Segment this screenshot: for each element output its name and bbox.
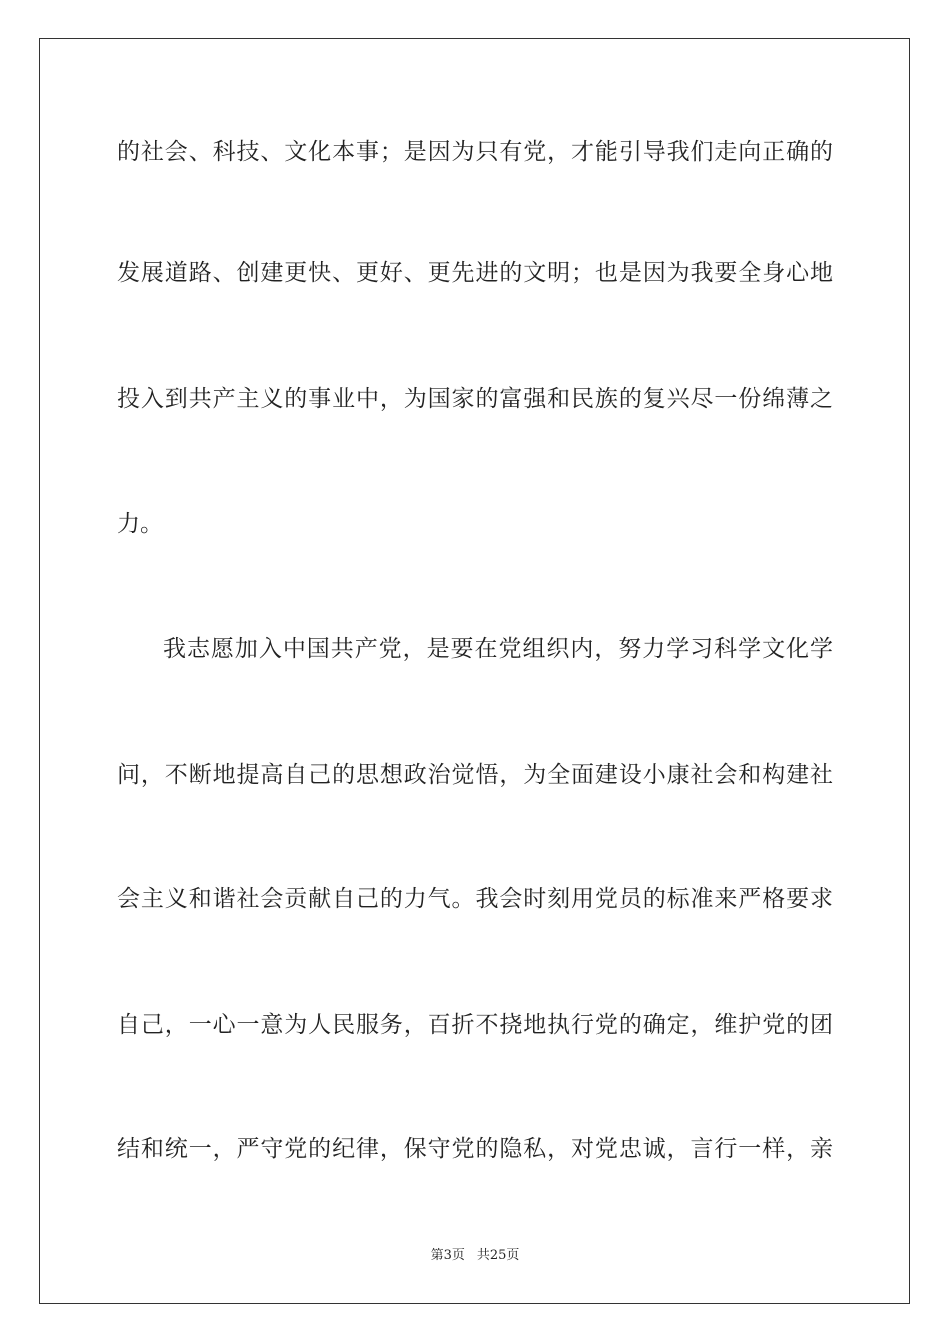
text-line-8: 自己，一心一意为人民服务，百折不挠地执行党的确定，维护党的团 [117, 1012, 833, 1038]
page-frame [39, 38, 910, 1304]
text-line-5: 我志愿加入中国共产党，是要在党组织内，努力学习科学文化学 [163, 636, 833, 662]
text-line-3: 投入到共产主义的事业中，为国家的富强和民族的复兴尽一份绵薄之 [117, 386, 833, 412]
text-line-7: 会主义和谐社会贡献自己的力气。我会时刻用党员的标准来严格要求 [117, 886, 833, 912]
text-line-1: 的社会、科技、文化本事；是因为只有党，才能引导我们走向正确的 [117, 139, 833, 165]
text-line-6: 问，不断地提高自己的思想政治觉悟，为全面建设小康社会和构建社 [117, 762, 833, 788]
text-line-9: 结和统一，严守党的纪律，保守党的隐私，对党忠诚，言行一样，亲 [117, 1136, 833, 1162]
text-line-2: 发展道路、创建更快、更好、更先进的文明；也是因为我要全身心地 [117, 260, 833, 286]
page-footer [0, 1247, 950, 1265]
page-number: 第3页 [430, 1248, 465, 1263]
total-pages: 共25页 [476, 1248, 520, 1263]
text-line-4: 力。 [117, 511, 163, 537]
